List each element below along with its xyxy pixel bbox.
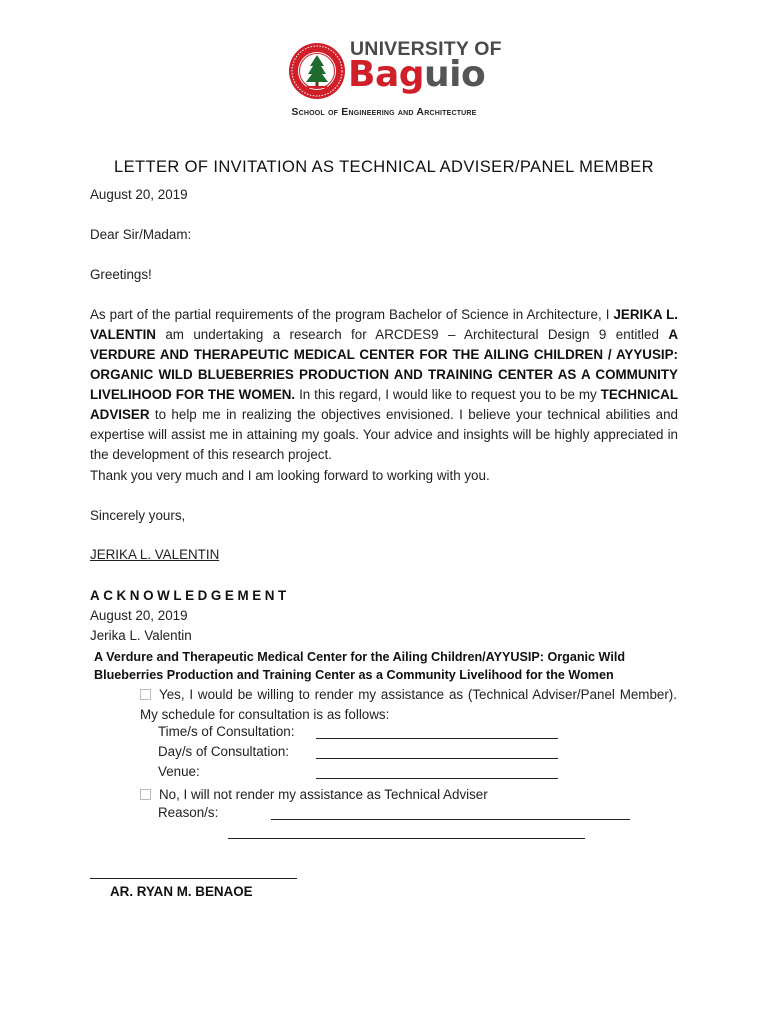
letter-body-paragraph (90, 305, 678, 465)
signatory-name: AR. RYAN M. BENAOE (110, 884, 253, 899)
day-label: Day/s of Consultation: (158, 744, 289, 759)
signature-line (90, 878, 297, 879)
university-seal-logo (288, 42, 346, 100)
body-text-d: to help me in realizing the objectives envisioned. I believe your technical abilities and expertise will assist me in attaining my goals. Your advice and insights will be highly appreciated in the development of this research project. (90, 407, 678, 462)
university-name-line2 (348, 52, 485, 98)
closing: Sincerely yours, (90, 508, 186, 523)
letter-title: LETTER OF INVITATION AS TECHNICAL ADVISER/PANEL MEMBER (114, 158, 654, 176)
venue-label: Venue: (158, 764, 200, 779)
option-no-text: No, I will not render my assistance as Technical Adviser (159, 787, 488, 802)
body-text-b: am undertaking a research for ARCDES9 – Architectural Design 9 entitled (155, 327, 669, 342)
university-name-grey: uio (424, 54, 486, 95)
ack-name: Jerika L. Valentin (90, 628, 192, 643)
day-input-line[interactable] (316, 758, 558, 759)
student-signature-name: JERIKA L. VALENTIN (90, 547, 220, 562)
reason-label: Reason/s: (158, 805, 219, 820)
school-name: School of Engineering and Architecture (291, 106, 477, 118)
body-text-a: As part of the partial requirements of the program Bachelor of Science in Architecture, I (90, 307, 614, 322)
no-checkbox[interactable] (140, 789, 151, 800)
time-input-line[interactable] (316, 738, 558, 739)
role-bold: TECHNICAL ADVISER (90, 387, 679, 422)
salutation: Dear Sir/Madam: (90, 227, 192, 242)
option-yes (140, 685, 677, 725)
ack-subject: A Verdure and Therapeutic Medical Center for the Ailing Children/AYYUSIP: Organic Wild Blueberries Production and Training Center as a Community Livelihood for the Women (94, 650, 626, 682)
acknowledgement-heading: ACKNOWLEDGEMENT (90, 588, 290, 603)
letter-date: August 20, 2019 (90, 187, 188, 202)
reason-input-line-1[interactable] (271, 819, 630, 820)
body-text-c: In this regard, I would like to request you to be my (295, 387, 601, 402)
thanks-line: Thank you very much and I am looking forward to working with you. (90, 468, 490, 483)
option-no (140, 785, 677, 805)
yes-checkbox[interactable] (140, 689, 151, 700)
greeting: Greetings! (90, 267, 152, 282)
option-yes-text: Yes, I would be willing to render my assistance as (Technical Adviser/Panel Member). My schedule for consultation is as follows: (140, 687, 677, 722)
venue-input-line[interactable] (316, 778, 558, 779)
research-title-bold: A VERDURE AND THERAPEUTIC MEDICAL CENTER FOR THE AILING CHILDREN / AYYUSIP: ORGANIC WILD BLUEBERRIES PRODUCTION AND TRAINING CENTER AS A COMMUNITY LIVELIHOOD FOR THE WOMEN. (90, 327, 678, 402)
time-label: Time/s of Consultation: (158, 724, 295, 739)
university-name-line1: UNIVERSITY OF (350, 38, 502, 60)
reason-input-line-2[interactable] (228, 838, 585, 839)
university-name-red: Bag (348, 54, 425, 95)
student-name-bold: JERIKA L. VALENTIN (90, 307, 678, 342)
ack-date: August 20, 2019 (90, 608, 188, 623)
